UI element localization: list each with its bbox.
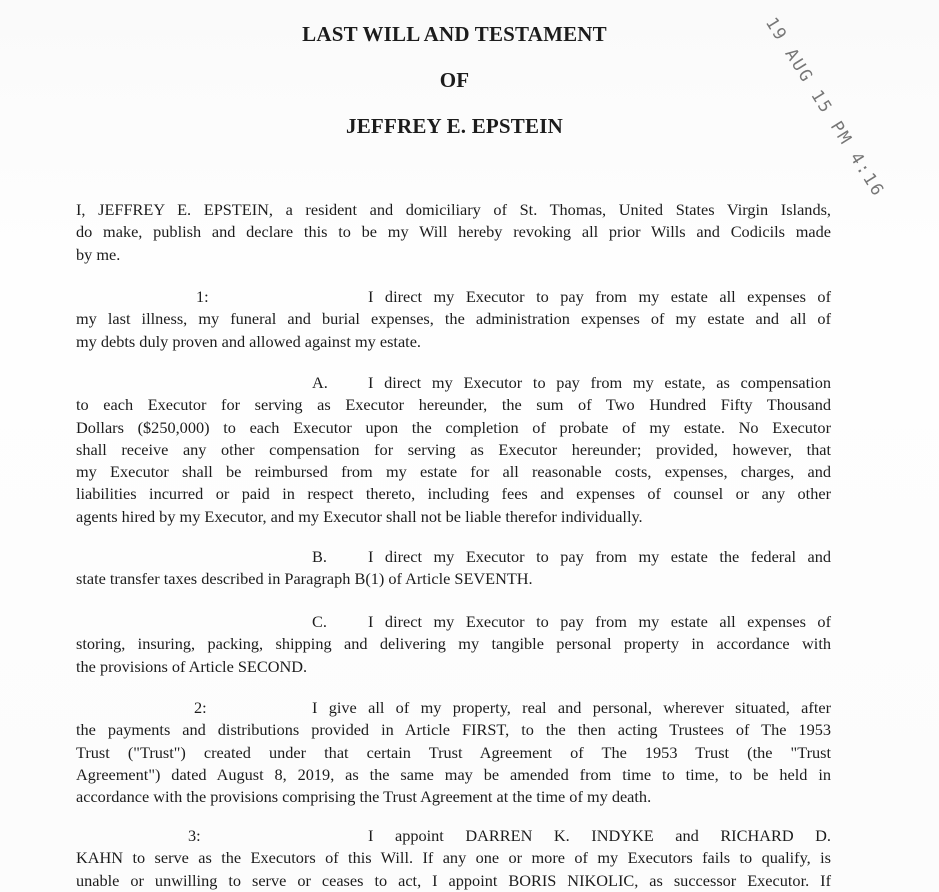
intro-line: I, JEFFREY E. EPSTEIN, a resident and domiciliary of St. Thomas, United States Virgin Islands, [76, 200, 831, 219]
article-2-lead [76, 697, 831, 719]
article-3-line: KAHN to serve as the Executors of this Will. If any one or more of my Executors fails to qualify, is [76, 848, 831, 868]
section-c-paragraph [76, 611, 831, 678]
article-1-line: my debts duly proven and allowed against my estate. [76, 331, 421, 351]
title-line-2: OF [439, 68, 470, 92]
article-1-lead-text: I direct my Executor to pay from my estate all expenses of [368, 287, 831, 306]
section-a-lead [76, 372, 831, 394]
section-a-line: agents hired by my Executor, and my Executor shall not be liable therefor individually. [76, 506, 643, 526]
article-1-number: 1: [196, 287, 209, 306]
article-2-number: 2: [194, 698, 207, 717]
section-a-line: shall receive any other compensation for serving as Executor hereunder; provided, however, that [76, 439, 831, 459]
section-b-number: B. [312, 547, 327, 566]
section-a-line: my Executor shall be reimbursed from my estate for all reasonable costs, expenses, charges, and [76, 462, 831, 482]
article-3-lead [76, 825, 831, 847]
article-2-lead-text: I give all of my property, real and personal, wherever situated, after [312, 698, 831, 717]
article-1-lead [76, 286, 831, 308]
section-a-number: A. [312, 373, 328, 392]
section-a-line: Dollars ($250,000) to each Executor upon the completion of probate of my estate. No Executor [76, 417, 831, 437]
article-3-number: 3: [188, 826, 201, 845]
section-b-lead-text: I direct my Executor to pay from my estate the federal and [368, 547, 831, 566]
section-a-line: to each Executor for serving as Executor hereunder, the sum of Two Hundred Fifty Thousand [76, 395, 831, 415]
article-3-line: unable or unwilling to serve or ceases to act, I appoint BORIS NIKOLIC, as successor Executor. If [76, 870, 831, 890]
intro-line: by me. [76, 244, 121, 264]
intro-line: do make, publish and declare this to be my Will hereby revoking all prior Wills and Codicils made [76, 222, 831, 242]
article-3-lead-text: I appoint DARREN K. INDYKE and RICHARD D. [368, 826, 831, 845]
section-c-line: the provisions of Article SECOND. [76, 656, 308, 676]
title-line-1: LAST WILL AND TESTAMENT [302, 22, 607, 46]
section-b-line: state transfer taxes described in Paragraph B(1) of Article SEVENTH. [76, 569, 533, 589]
article-3-paragraph [76, 825, 831, 892]
title-line-3: JEFFREY E. EPSTEIN [346, 114, 563, 138]
article-2-line: accordance with the provisions comprising the Trust Agreement at the time of my death. [76, 787, 652, 807]
section-a-line: liabilities incurred or paid in respect thereto, including fees and expenses of counsel or any other [76, 484, 831, 504]
filing-stamp: 19 AUG 15 PM 4:16 [761, 14, 889, 201]
section-a-paragraph [76, 372, 831, 528]
article-2-line: Trust ("Trust") created under that certain Trust Agreement of The 1953 Trust (the "Trust [76, 742, 831, 762]
section-c-number: C. [312, 612, 327, 631]
article-1-line: my last illness, my funeral and burial expenses, the administration expenses of my estate and all of [76, 309, 831, 329]
section-a-lead-text: I direct my Executor to pay from my estate, as compensation [368, 373, 831, 392]
section-b-paragraph [76, 546, 831, 591]
article-2-paragraph [76, 697, 831, 808]
section-c-line: storing, insuring, packing, shipping and delivering my tangible personal property in accordance with [76, 634, 831, 654]
article-1-paragraph [76, 286, 831, 353]
section-c-lead [76, 611, 831, 633]
article-2-line: Agreement") dated August 8, 2019, as the same may be amended from time to time, to be held in [76, 764, 831, 784]
section-c-lead-text: I direct my Executor to pay from my estate all expenses of [368, 612, 831, 631]
article-2-line: the payments and distributions provided in Article FIRST, to the then acting Trustees of The 1953 [76, 720, 831, 740]
intro-paragraph [76, 199, 831, 266]
section-b-lead [76, 546, 831, 568]
